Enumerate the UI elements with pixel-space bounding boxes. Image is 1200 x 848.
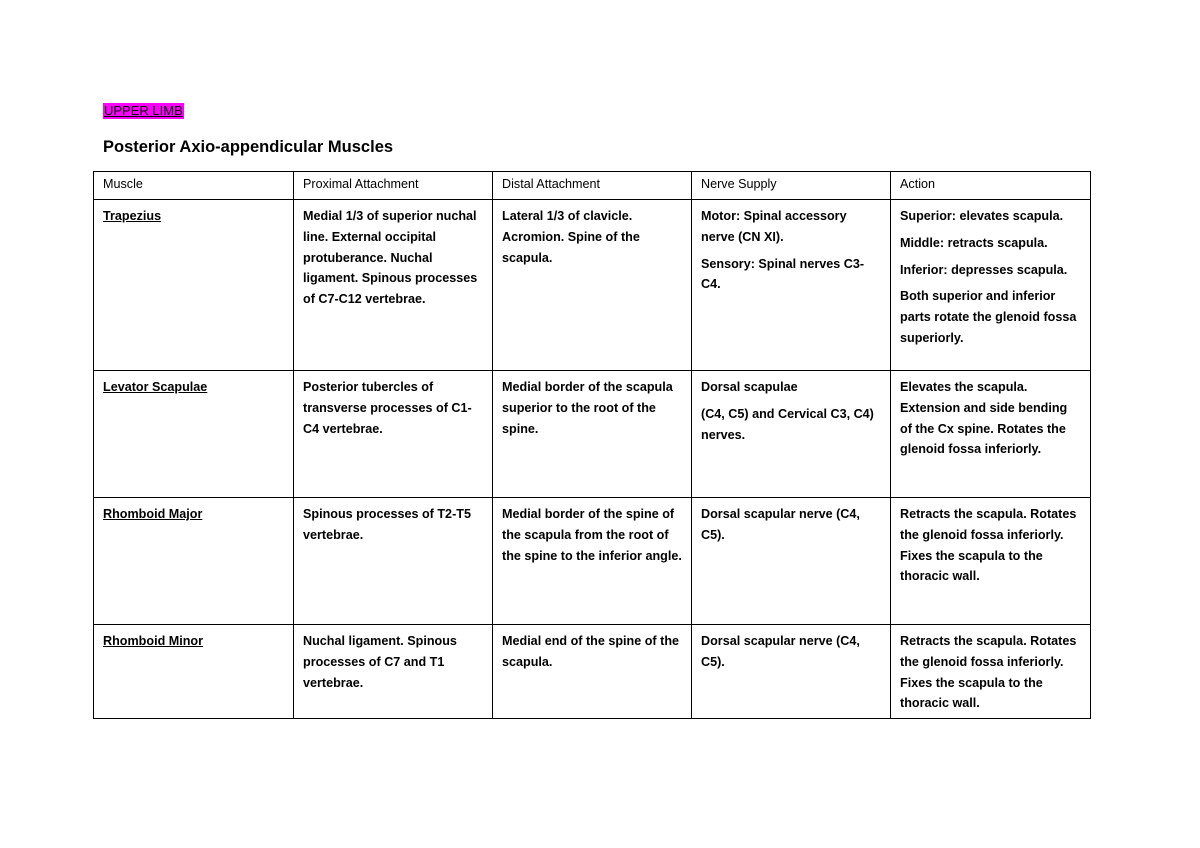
nerve-cell: [692, 498, 891, 625]
section-tag: UPPER LIMB: [104, 103, 183, 118]
nerve-cell: [692, 200, 891, 371]
action-line: Superior: elevates scapula.: [900, 209, 1064, 223]
muscle-cell: [94, 371, 294, 498]
nerve-line: Motor: Spinal accessory nerve (CN XI).: [701, 209, 847, 244]
action-cell: [891, 625, 1091, 719]
nerve-cell: [692, 625, 891, 719]
muscle-table: [93, 171, 1091, 719]
header-nerve-supply: Nerve Supply: [692, 172, 891, 200]
header-action: Action: [891, 172, 1091, 200]
action-line: Retracts the scapula. Rotates the glenoid fossa inferiorly. Fixes the scapula to the thoracic wall.: [900, 507, 1077, 584]
proximal-cell: Nuchal ligament. Spinous processes of C7 and T1 vertebrae.: [294, 625, 493, 719]
nerve-line: (C4, C5) and Cervical C3, C4) nerves.: [701, 406, 874, 442]
action-line: Elevates the scapula. Extension and side bending of the Cx spine. Rotates the glenoid fossa inferiorly.: [900, 380, 1068, 457]
table-header-row: [94, 172, 1091, 200]
proximal-cell: Medial 1/3 of superior nuchal line. External occipital protuberance. Nuchal ligament. Spinous processes of C7-C12 vertebrae.: [294, 200, 493, 371]
distal-cell: Medial border of the scapula superior to the root of the spine.: [493, 371, 692, 498]
action-line: Retracts the scapula. Rotates the glenoid fossa inferiorly. Fixes the scapula to the thoracic wall.: [900, 634, 1077, 711]
table-row: [94, 200, 1091, 371]
action-line: Middle: retracts scapula.: [900, 235, 1048, 250]
nerve-line: Dorsal scapulae: [701, 380, 798, 394]
distal-cell: Medial end of the spine of the scapula.: [493, 625, 692, 719]
muscle-name: Rhomboid Minor: [103, 634, 204, 648]
muscle-name: Levator Scapulae: [103, 380, 208, 394]
header-muscle: Muscle: [94, 172, 294, 200]
distal-cell: Medial border of the spine of the scapula from the root of the spine to the inferior angle.: [493, 498, 692, 625]
table-row: [94, 625, 1091, 719]
page-title: Posterior Axio-appendicular Muscles: [103, 138, 394, 156]
distal-cell: Lateral 1/3 of clavicle. Acromion. Spine of the scapula.: [493, 200, 692, 371]
muscle-name: Rhomboid Major: [103, 507, 203, 521]
nerve-cell: [692, 371, 891, 498]
nerve-line: Dorsal scapular nerve (C4, C5).: [701, 507, 860, 542]
nerve-line: Sensory: Spinal nerves C3-C4.: [701, 256, 865, 292]
muscle-cell: [94, 200, 294, 371]
table-row: [94, 498, 1091, 625]
action-line: Both superior and inferior parts rotate the glenoid fossa superiorly.: [900, 289, 1077, 345]
header-distal-attachment: Distal Attachment: [493, 172, 692, 200]
action-cell: [891, 371, 1091, 498]
table-row: [94, 371, 1091, 498]
nerve-line: Dorsal scapular nerve (C4, C5).: [701, 634, 860, 669]
action-cell: [891, 498, 1091, 625]
action-line: Inferior: depresses scapula.: [900, 262, 1068, 277]
muscle-cell: [94, 625, 294, 719]
proximal-cell: Spinous processes of T2-T5 vertebrae.: [294, 498, 493, 625]
header-proximal-attachment: Proximal Attachment: [294, 172, 493, 200]
action-cell: [891, 200, 1091, 371]
proximal-cell: Posterior tubercles of transverse processes of C1-C4 vertebrae.: [294, 371, 493, 498]
muscle-name: Trapezius: [103, 209, 162, 223]
muscle-cell: [94, 498, 294, 625]
